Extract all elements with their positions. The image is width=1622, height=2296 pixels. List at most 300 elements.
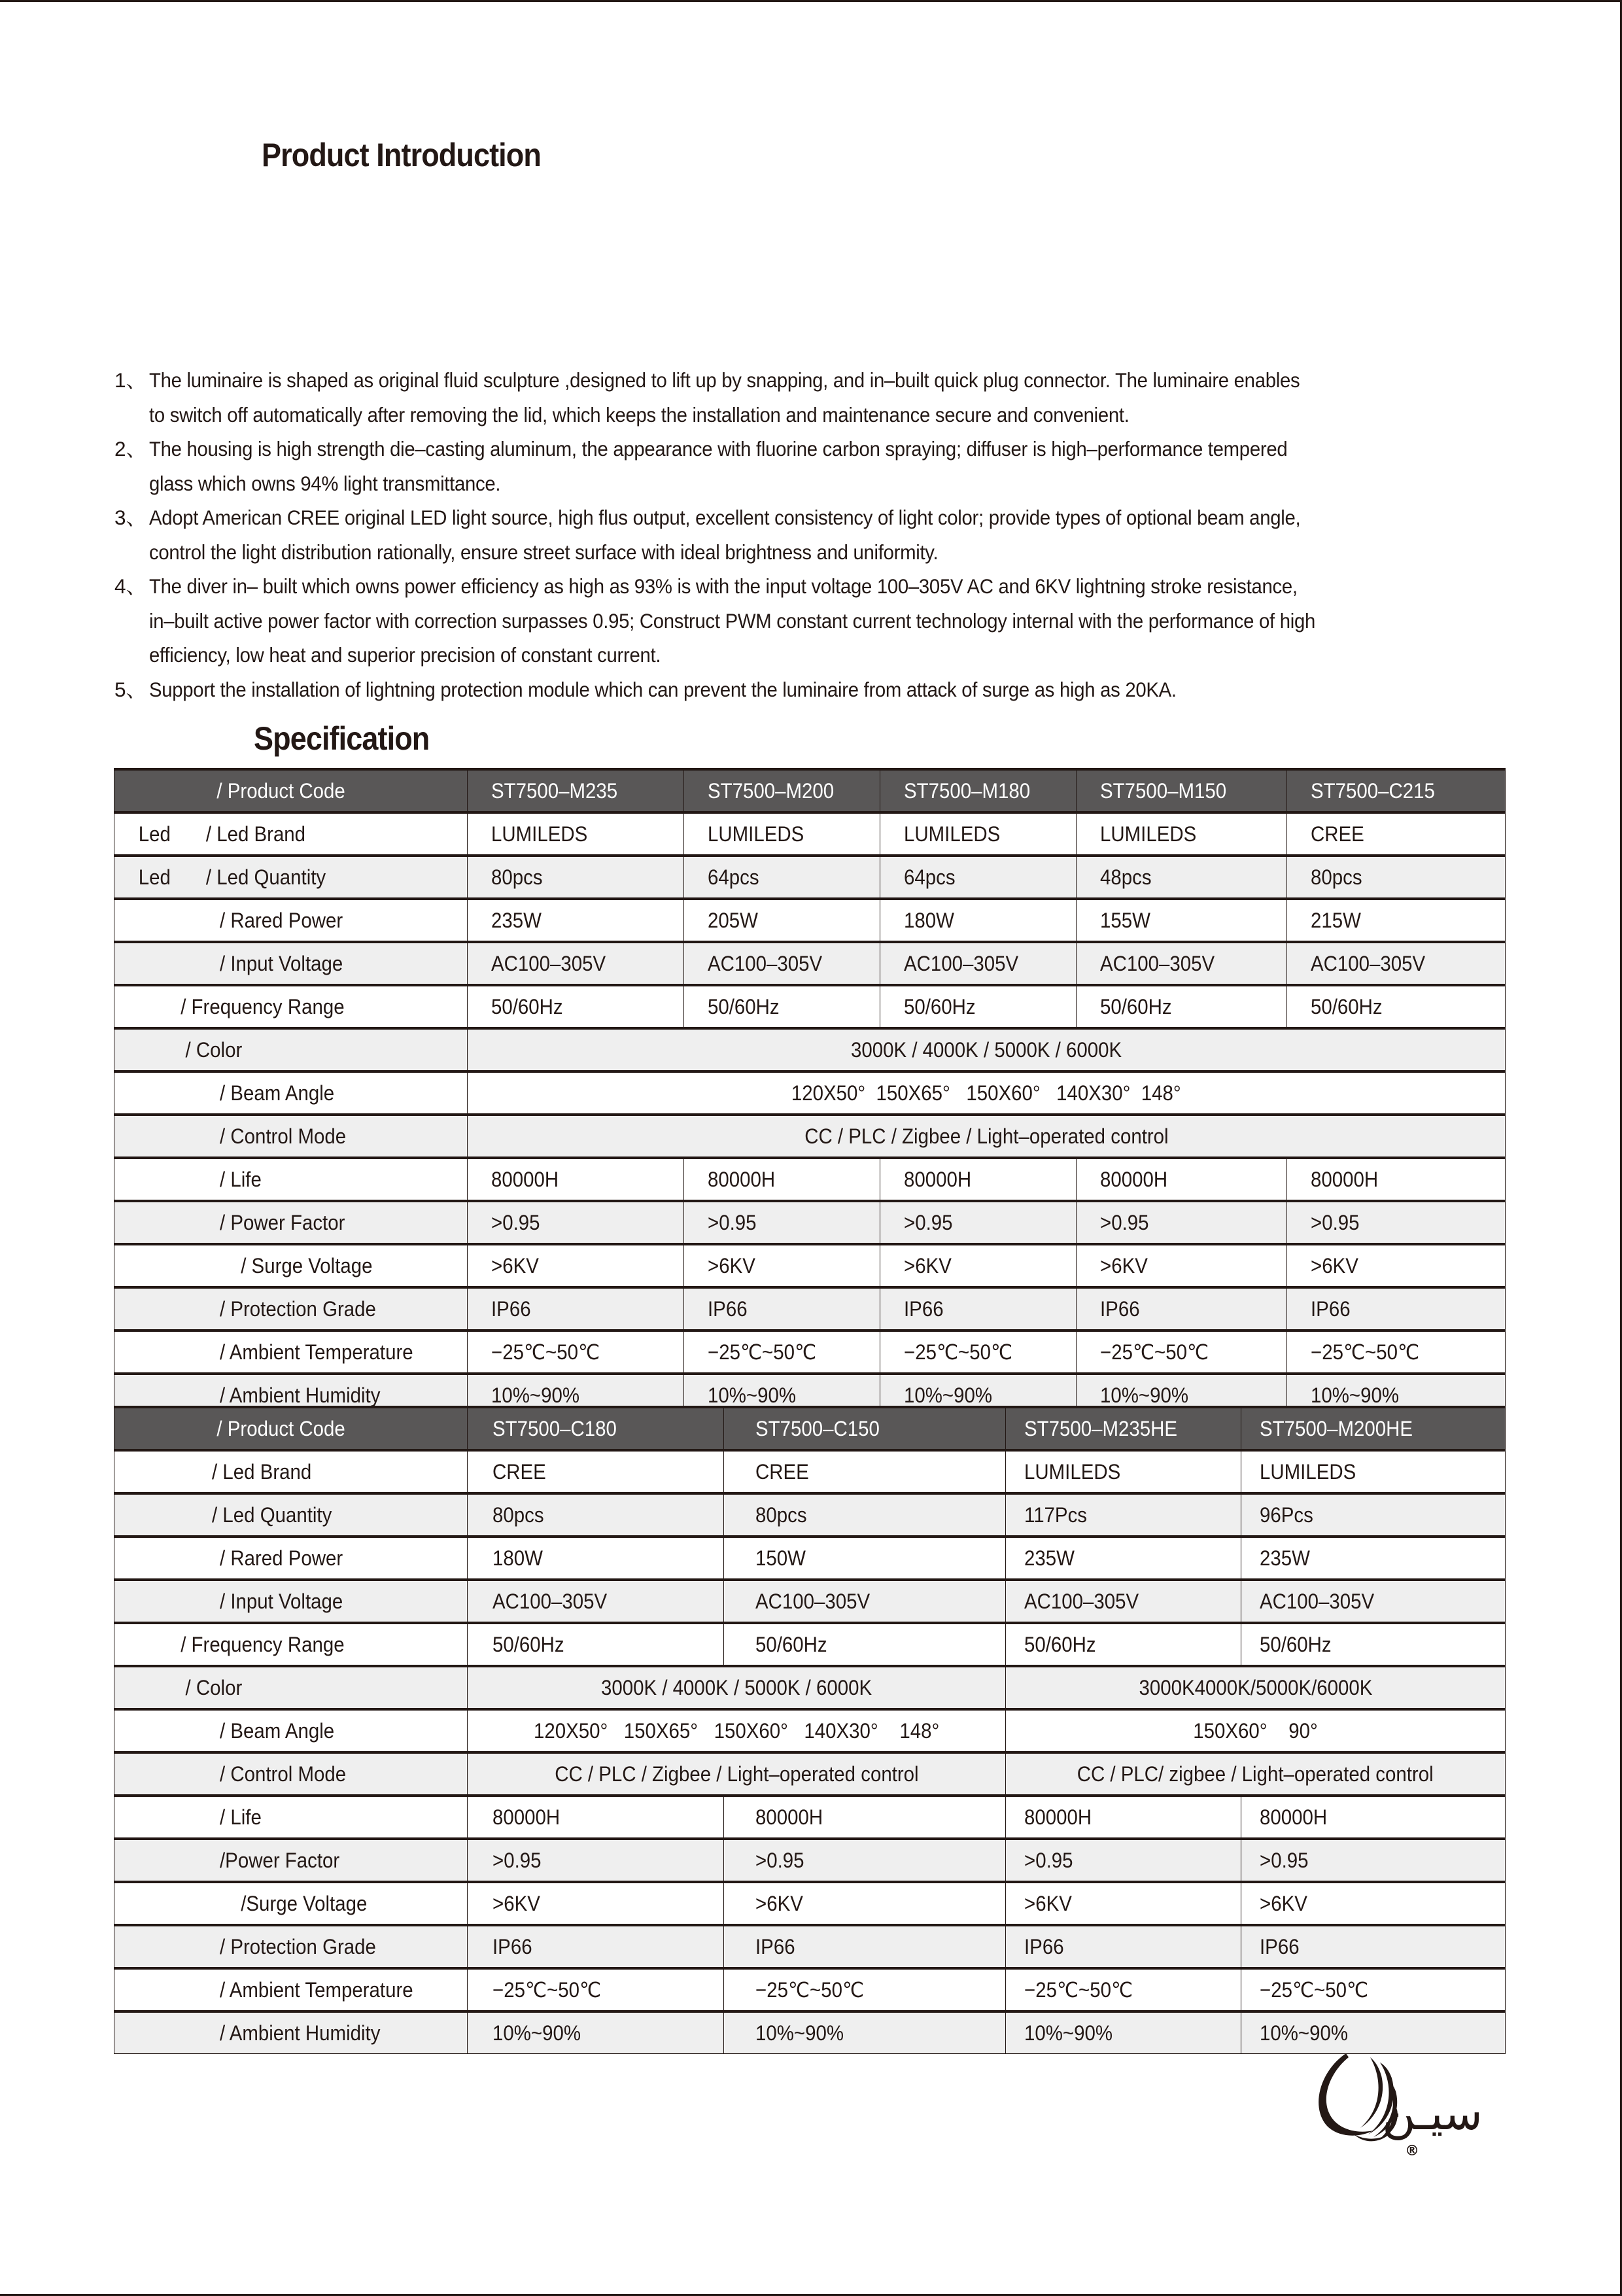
row-label-cell (114, 1450, 468, 1493)
spec-value-cell (1006, 1450, 1241, 1493)
row-label-cell (114, 1493, 468, 1537)
row-label-wrap (114, 1546, 343, 1571)
spec-value: −25℃~50℃ (1311, 1340, 1420, 1364)
row-label-cell (114, 1158, 468, 1201)
row-label-wrap (114, 1340, 413, 1365)
spec-value-cell (1241, 1968, 1506, 2011)
row-label: / Ambient Humidity (220, 2021, 381, 2045)
table-row (114, 1158, 1506, 1201)
spec-value: 50/60Hz (755, 1632, 827, 1656)
table-row (114, 1839, 1506, 1882)
product-code-cell (1077, 769, 1287, 812)
spec-value-cell (1287, 942, 1506, 985)
product-code-cell (468, 769, 684, 812)
row-label-wrap (114, 1849, 339, 1873)
product-code: ST7500–C180 (492, 1416, 617, 1440)
row-label: / Power Factor (220, 1210, 345, 1234)
spec-value-cell (880, 899, 1077, 942)
row-label-wrap (114, 1590, 343, 1614)
row-label-wrap (114, 952, 343, 976)
table-row (114, 812, 1506, 856)
spec-value-cell (724, 1450, 1006, 1493)
intro-item-2 (114, 432, 1521, 500)
table-header-row (114, 1407, 1506, 1450)
spec-value-cell (684, 812, 880, 856)
spec-value-cell (684, 1331, 880, 1374)
row-label: / Frequency Range (181, 1632, 345, 1656)
brand-logo (1308, 2044, 1517, 2175)
spec-value: CC / PLC / Zigbee / Light–operated control (804, 1124, 1169, 1148)
spec-value: 50/60Hz (904, 994, 976, 1018)
row-label: / Ambient Temperature (220, 1977, 413, 2002)
row-label: / Protection Grade (220, 1296, 376, 1321)
spec-value-cell (1287, 812, 1506, 856)
row-label-wrap (114, 1254, 373, 1278)
spec-value: AC100–305V (492, 1589, 608, 1613)
table-row (114, 1028, 1506, 1071)
spec-value: 80000H (1260, 1805, 1328, 1829)
row-label-cell (114, 1028, 468, 1071)
spec-value-cell (880, 856, 1077, 899)
spec-value: 80000H (1311, 1167, 1379, 1191)
spec-value: AC100–305V (491, 951, 606, 975)
spec-value-cell (724, 1925, 1006, 1968)
spec-value-cell (724, 1968, 1006, 2011)
product-code-cell (1241, 1407, 1506, 1450)
spec-value: >0.95 (492, 1848, 542, 1872)
row-label-wrap (114, 822, 305, 846)
spec-value-cell (468, 1968, 724, 2011)
spec-value: AC100–305V (1024, 1589, 1139, 1613)
spec-value-cell (684, 856, 880, 899)
spec-value-cell (468, 1839, 724, 1882)
spec-value: 64pcs (904, 865, 956, 889)
spec-value: −25℃~50℃ (755, 1978, 865, 2002)
product-code-cell (1287, 769, 1506, 812)
product-code: ST7500–M235 (491, 778, 618, 803)
spec-value-cell (724, 1580, 1006, 1623)
spec-value: 10%~90% (1024, 2021, 1113, 2045)
spec-value-cell (1287, 1331, 1506, 1374)
spec-value-cell (1241, 1493, 1506, 1537)
intro-item-text: glass which owns 94% light transmittance. (149, 471, 501, 495)
spec-value: IP66 (1024, 1934, 1064, 1958)
table-row (114, 1925, 1506, 1968)
spec-value: 80000H (1100, 1167, 1168, 1191)
spec-value: LUMILEDS (1024, 1459, 1121, 1484)
row-label-cell (114, 1666, 468, 1709)
spec-value: IP66 (1100, 1296, 1140, 1321)
row-label-cell (114, 1709, 468, 1752)
spec-value-cell (1006, 1796, 1241, 1839)
spec-value-cell (1241, 1450, 1506, 1493)
spec-value-cell (468, 1158, 684, 1201)
row-label-wrap (114, 1978, 413, 2002)
row-label-cell (114, 1537, 468, 1580)
row-label-wrap (114, 779, 345, 803)
spec-value: 50/60Hz (491, 994, 563, 1018)
spec-value: >6KV (492, 1891, 540, 1915)
row-label: / Life (220, 1167, 262, 1191)
product-code: ST7500–M235HE (1024, 1416, 1178, 1440)
row-label-cell (114, 1580, 468, 1623)
row-label: / Color (185, 1037, 243, 1062)
spec-value-cell (1287, 1158, 1506, 1201)
spec-value: LUMILEDS (1100, 822, 1197, 846)
intro-item-3 (114, 500, 1521, 569)
spec-value-cell (1077, 856, 1287, 899)
table-row (114, 1071, 1506, 1115)
spec-value: 80pcs (491, 865, 543, 889)
spec-value: 180W (492, 1546, 543, 1570)
table-row (114, 1580, 1506, 1623)
spec-value-cell (1006, 2011, 1241, 2054)
spec-value: 235W (491, 908, 542, 932)
spec-value-cell (1287, 899, 1506, 942)
product-code-cell (724, 1407, 1006, 1450)
spec-merged-cell (468, 1115, 1506, 1158)
spec-value: 10%~90% (492, 2021, 581, 2045)
spec-value: LUMILEDS (708, 822, 804, 846)
row-label-wrap (114, 1383, 380, 1408)
row-label-wrap (114, 1805, 262, 1830)
spec-value-cell (1006, 1925, 1241, 1968)
row-label-wrap (114, 1762, 346, 1786)
spec-value-cell (880, 985, 1077, 1028)
row-label: / Beam Angle (220, 1081, 335, 1105)
spec-value: 3000K / 4000K / 5000K / 6000K (600, 1675, 872, 1699)
spec-value-cell (1241, 1925, 1506, 1968)
spec-merged-cell (468, 1028, 1506, 1071)
intro-item-text: The housing is high strength die–casting aluminum, the appearance with fluorine carbon spraying; diffuser is high–performance tempered (149, 437, 1288, 461)
product-introduction-heading: Product Introduction (262, 137, 541, 173)
spec-value: CREE (492, 1459, 546, 1484)
row-label: / Led Brand (205, 822, 306, 846)
spec-value: 96Pcs (1260, 1503, 1313, 1527)
spec-value-cell (1077, 899, 1287, 942)
intro-item-text: control the light distribution rationally, ensure street surface with ideal brightness and uniformity. (149, 540, 939, 564)
row-label: / Protection Grade (220, 1934, 376, 1958)
spec-value: >0.95 (1024, 1848, 1073, 1872)
row-label-wrap (114, 1892, 367, 1916)
spec-value: 80pcs (1311, 865, 1362, 889)
spec-value: AC100–305V (904, 951, 1019, 975)
spec-value: 80000H (491, 1167, 559, 1191)
spec-value: 235W (1024, 1546, 1075, 1570)
spec-value: −25℃~50℃ (492, 1978, 602, 2002)
spec-value: −25℃~50℃ (1100, 1340, 1209, 1364)
product-code: ST7500–M200 (708, 778, 835, 803)
spec-value-cell (468, 1287, 684, 1331)
product-code: ST7500–C150 (755, 1416, 880, 1440)
spec-value: 3000K4000K/5000K/6000K (1139, 1675, 1372, 1699)
spec-value: >6KV (1260, 1891, 1307, 1915)
row-label-wrap (114, 1503, 332, 1527)
spec-value: AC100–305V (1100, 951, 1215, 975)
table-row (114, 1537, 1506, 1580)
spec-value: 80pcs (755, 1503, 807, 1527)
intro-item-4 (114, 569, 1521, 672)
spec-value-cell (880, 1287, 1077, 1331)
spec-value-cell (1077, 1158, 1287, 1201)
row-label-cell (114, 1071, 468, 1115)
intro-item-number: 1、 (114, 368, 147, 392)
spec-value-cell (1006, 1882, 1241, 1925)
spec-value: 64pcs (708, 865, 759, 889)
product-code: ST7500–M150 (1100, 778, 1227, 803)
row-label-cell (114, 856, 468, 899)
spec-value-cell (1006, 1968, 1241, 2011)
spec-value-cell (880, 812, 1077, 856)
row-label: / Control Mode (220, 1124, 347, 1148)
intro-item-number: 2、 (114, 437, 147, 461)
spec-value: >6KV (1100, 1253, 1148, 1278)
table-row (114, 985, 1506, 1028)
spec-value-cell (468, 942, 684, 985)
spec-table-2 (114, 1406, 1506, 2054)
row-label: / Ambient Humidity (220, 1383, 381, 1407)
spec-value-cell (468, 1925, 724, 1968)
row-label: / Rared Power (220, 1546, 343, 1570)
spec-value: IP66 (1311, 1296, 1351, 1321)
row-label-wrap (114, 1460, 311, 1484)
row-label-cell (114, 1115, 468, 1158)
row-label-cell (114, 1407, 468, 1450)
intro-item-text: in–built active power factor with correction surpasses 0.95; Construct PWM constant current technology internal with the performance of high (149, 608, 1315, 633)
row-label: / Frequency Range (181, 994, 345, 1018)
table-row (114, 1331, 1506, 1374)
spec-value: 120X50° 150X65° 150X60° 140X30° 148° (791, 1081, 1181, 1105)
row-label: / Led Quantity (212, 1503, 332, 1527)
row-label-wrap (114, 995, 345, 1019)
row-label-cell (114, 1623, 468, 1666)
spec-value-cell (1241, 1882, 1506, 1925)
table-row (114, 1287, 1506, 1331)
table-row (114, 942, 1506, 985)
spec-value: AC100–305V (755, 1589, 871, 1613)
row-label: / Life (220, 1805, 262, 1829)
spec-value-cell (880, 1244, 1077, 1287)
row-label: /Power Factor (220, 1848, 340, 1872)
row-label: / Input Voltage (220, 1589, 343, 1613)
spec-value: 80000H (1024, 1805, 1092, 1829)
spec-value-cell (1006, 1839, 1241, 1882)
row-label-cell (114, 1331, 468, 1374)
row-label-cell (114, 1796, 468, 1839)
spec-value: −25℃~50℃ (1024, 1978, 1133, 2002)
spec-value-cell (724, 1839, 1006, 1882)
spec-value: 150W (755, 1546, 806, 1570)
logo-wordmark: سيـن (1382, 2087, 1483, 2140)
sun-globe-logo-icon (1308, 2044, 1517, 2175)
row-label-wrap (114, 1297, 376, 1321)
row-label-cell (114, 1244, 468, 1287)
spec-value: >0.95 (491, 1210, 540, 1234)
spec-value: 50/60Hz (1100, 994, 1172, 1018)
table-row (114, 1623, 1506, 1666)
row-label-cell (114, 1925, 468, 1968)
spec-value-cell (684, 1158, 880, 1201)
spec-value-cell (468, 1623, 724, 1666)
spec-value: 205W (708, 908, 758, 932)
table-row (114, 1968, 1506, 2011)
intro-item-1 (114, 363, 1521, 432)
intro-item-text: to switch off automatically after removing the lid, which keeps the installation and maintenance secure and convenient. (149, 402, 1130, 426)
intro-list (114, 363, 1521, 706)
row-label-cell (114, 985, 468, 1028)
row-label-wrap (114, 1124, 346, 1149)
spec-value-cell (1287, 1201, 1506, 1244)
spec-value: >0.95 (1311, 1210, 1360, 1234)
intro-item-text: Support the installation of lightning protection module which can prevent the luminaire from attack of surge as high as 20KA. (149, 677, 1177, 701)
spec-value-cell (1077, 1331, 1287, 1374)
spec-value-cell (880, 1331, 1077, 1374)
intro-item-text: Adopt American CREE original LED light source, high flus output, excellent consistency of light color; provide types of optional beam angle, (149, 506, 1301, 529)
spec-value: >6KV (491, 1253, 539, 1278)
row-label: / Led Brand (212, 1459, 312, 1484)
spec-value: IP66 (904, 1296, 944, 1321)
spec-value: >6KV (1311, 1253, 1358, 1278)
product-code: ST7500–M200HE (1260, 1416, 1413, 1440)
table-row (114, 1450, 1506, 1493)
spec-value: 80000H (492, 1805, 561, 1829)
row-label-cell (114, 942, 468, 985)
spec-value: IP66 (755, 1934, 795, 1958)
spec-value: 10%~90% (1311, 1383, 1400, 1407)
row-label-wrap (114, 909, 343, 933)
spec-value-cell (880, 1158, 1077, 1201)
spec-value-cell (1006, 1580, 1241, 1623)
table-row (114, 2011, 1506, 2054)
row-label: / Control Mode (220, 1762, 347, 1786)
table-header-row (114, 769, 1506, 812)
spec-value: 50/60Hz (1024, 1632, 1096, 1656)
row-label-cell (114, 1882, 468, 1925)
row-label: /Surge Voltage (241, 1891, 368, 1915)
spec-value: >0.95 (1100, 1210, 1149, 1234)
row-label-cell (114, 1752, 468, 1796)
spec-value: IP66 (491, 1296, 531, 1321)
spec-value-cell (1287, 1287, 1506, 1331)
spec-value-cell (1287, 856, 1506, 899)
spec-value-cell (724, 2011, 1006, 2054)
spec-value-cell (1241, 1580, 1506, 1623)
spec-value: 50/60Hz (1311, 994, 1383, 1018)
table-row (114, 1709, 1506, 1752)
spec-value: CC / PLC / Zigbee / Light–operated control (554, 1762, 919, 1786)
spec-value: 80000H (904, 1167, 972, 1191)
product-code-cell (468, 1407, 724, 1450)
spec-value-cell (468, 1882, 724, 1925)
row-label-cell (114, 2011, 468, 2054)
spec-value: 3000K / 4000K / 5000K / 6000K (850, 1037, 1122, 1062)
spec-value-cell (724, 1796, 1006, 1839)
spec-merged-cell-right (1006, 1666, 1506, 1709)
specification-heading: Specification (254, 720, 430, 757)
spec-value-cell (468, 1244, 684, 1287)
table-row (114, 1201, 1506, 1244)
row-label-wrap (114, 1211, 345, 1235)
spec-value-cell (1077, 985, 1287, 1028)
intro-item-number: 5、 (114, 677, 147, 701)
spec-merged-cell-left (468, 1752, 1006, 1796)
spec-value-cell (468, 1201, 684, 1244)
spec-value: 10%~90% (708, 1383, 797, 1407)
spec-value: −25℃~50℃ (1260, 1978, 1369, 2002)
spec-value-cell (1077, 1287, 1287, 1331)
spec-value-cell (1287, 1244, 1506, 1287)
spec-value-cell (724, 1882, 1006, 1925)
row-label-cell (114, 899, 468, 942)
spec-value-cell (724, 1493, 1006, 1537)
spec-value-cell (1006, 1623, 1241, 1666)
spec-merged-cell-left (468, 1709, 1006, 1752)
spec-value: 80pcs (492, 1503, 544, 1527)
spec-value: 117Pcs (1024, 1503, 1088, 1527)
row-label-wrap (114, 1633, 345, 1657)
product-code: ST7500–M180 (904, 778, 1031, 803)
spec-value: 10%~90% (755, 2021, 844, 2045)
spec-value: −25℃~50℃ (491, 1340, 600, 1364)
spec-value: 180W (904, 908, 954, 932)
row-label-cell (114, 769, 468, 812)
spec-value: −25℃~50℃ (904, 1340, 1013, 1364)
row-label: / Input Voltage (220, 951, 343, 975)
row-label-wrap (114, 1935, 376, 1959)
spec-value: 10%~90% (1100, 1383, 1189, 1407)
spec-value: IP66 (708, 1296, 748, 1321)
spec-value: 50/60Hz (1260, 1632, 1332, 1656)
spec-value-cell (468, 1331, 684, 1374)
row-label-wrap (114, 2021, 380, 2045)
spec-value-cell (684, 899, 880, 942)
product-code-cell (880, 769, 1077, 812)
product-code-cell (1006, 1407, 1241, 1450)
spec-value: 80000H (708, 1167, 776, 1191)
table-row (114, 856, 1506, 899)
table-row (114, 1244, 1506, 1287)
spec-value-cell (1077, 812, 1287, 856)
spec-value-cell (468, 812, 684, 856)
spec-value: 10%~90% (904, 1383, 993, 1407)
spec-value-cell (724, 1623, 1006, 1666)
spec-merged-cell-left (468, 1666, 1006, 1709)
spec-value: 120X50° 150X65° 150X60° 140X30° 148° (533, 1718, 940, 1743)
row-label-wrap (114, 865, 326, 890)
product-code: ST7500–C215 (1311, 778, 1435, 803)
spec-value-cell (880, 942, 1077, 985)
spec-value-cell (468, 1450, 724, 1493)
row-label-cell (114, 1839, 468, 1882)
spec-value: CREE (755, 1459, 809, 1484)
row-label: / Ambient Temperature (220, 1340, 413, 1364)
intro-item-text: The diver in– built which owns power efficiency as high as 93% is with the input voltage 100–305V AC and 6KV lightning stroke resistance, (149, 574, 1298, 598)
spec-value: >6KV (1024, 1891, 1072, 1915)
spec-value: >0.95 (1260, 1848, 1309, 1872)
row-label-wrap (114, 1719, 334, 1743)
spec-value-cell (468, 856, 684, 899)
spec-table-1 (114, 768, 1506, 1416)
spec-value: >6KV (708, 1253, 755, 1278)
spec-value-cell (468, 1493, 724, 1537)
spec-value-cell (468, 985, 684, 1028)
table-row (114, 1666, 1506, 1709)
spec-merged-cell-right (1006, 1752, 1506, 1796)
table-row (114, 899, 1506, 942)
spec-value: 50/60Hz (492, 1632, 564, 1656)
row-label-cell (114, 1968, 468, 2011)
spec-value-cell (468, 1580, 724, 1623)
